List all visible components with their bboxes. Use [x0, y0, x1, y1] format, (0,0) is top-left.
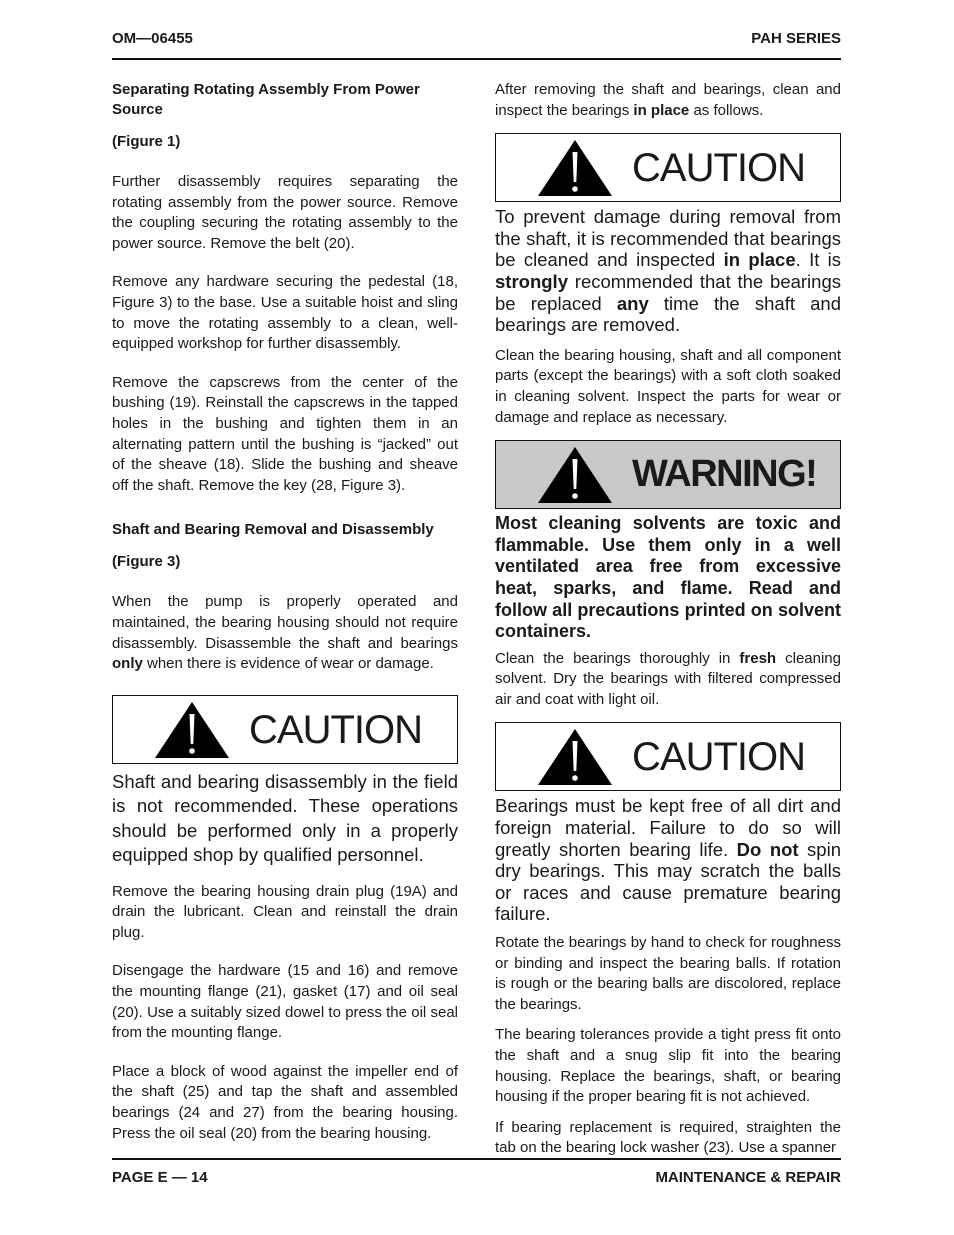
caution-box: [112, 695, 458, 764]
caution-box: [495, 133, 841, 202]
page-number: PAGE E — 14: [112, 1169, 208, 1186]
warning-triangle-icon: [153, 700, 231, 760]
caution-text: Shaft and bearing disassembly in the field is not recommended. These operations should be performed only in a properly equipped shop by qualified personnel.: [112, 770, 458, 866]
caution-label: CAUTION: [632, 735, 805, 780]
paragraph: After removing the shaft and bearings, clean and inspect the bearings in place as follows.: [495, 81, 841, 119]
series-name: PAH SERIES: [751, 30, 841, 47]
warning-triangle-icon: [536, 138, 614, 198]
paragraph: Remove the bearing housing drain plug (19A) and drain the lubricant. Clean and reinstall the drain plug.: [112, 882, 458, 941]
paragraph: Rotate the bearings by hand to check for roughness or binding and inspect the bearing balls. If rotation is rough or the bearing balls are discolored, replace the bearings.: [495, 934, 841, 1013]
warning-triangle-icon: [536, 445, 614, 505]
paragraph: If bearing replacement is required, straighten the tab on the bearing lock washer (23). Use a spanner: [495, 1118, 841, 1157]
section-name: MAINTENANCE & REPAIR: [655, 1169, 841, 1186]
warning-box: [495, 440, 841, 509]
paragraph: Place a block of wood against the impeller end of the shaft (25) and tap the shaft and assembled bearings (24 and 27) from the bearing housing. Press the oil seal (20) from the bearing housing.: [112, 1062, 458, 1142]
left-column: [112, 80, 458, 1144]
right-column: [495, 80, 841, 1159]
paragraph: Remove any hardware securing the pedestal (18, Figure 3) to the base. Use a suitable hoist and sling to move the rotating assembly to a clean, well-equipped workshop for further disassembly.: [112, 273, 458, 353]
section-heading-shaft-bearing: Shaft and Bearing Removal and Disassembly: [112, 521, 434, 539]
caution-text: Bearings must be kept free of all dirt and foreign material. Failure to do so will greatly shorten bearing life. Do not spin dry bearings. This may scratch the balls or races and cause premature bearing failure.: [495, 795, 841, 925]
paragraph: Clean the bearing housing, shaft and all component parts (except the bearings) with a soft cloth soaked in cleaning solvent. Inspect the parts for wear or damage and replace as necessary.: [495, 346, 841, 426]
warning-triangle-icon: [536, 727, 614, 787]
caution-box: [495, 722, 841, 791]
page-header: [112, 30, 841, 60]
warning-label: WARNING!: [632, 453, 817, 496]
paragraph: When the pump is properly operated and maintained, the bearing housing should not require disassembly. Disassemble the shaft and bearings only when there is evidence of wear or damage.: [112, 593, 458, 673]
figure-ref-1: (Figure 1): [112, 133, 181, 150]
paragraph: Disengage the hardware (15 and 16) and remove the mounting flange (21), gasket (17) and oil seal (20). Use a suitably sized dowel to press the oil seal from the mounting flange.: [112, 962, 458, 1042]
paragraph: Further disassembly requires separating the rotating assembly from the power source. Remove the coupling securing the rotating assembly to the power source. Remove the belt (20).: [112, 173, 458, 252]
doc-number: OM—06455: [112, 30, 193, 47]
paragraph: Remove the capscrews from the center of the bushing (19). Reinstall the capscrews in the tapped holes in the bushing and tighten them in an alternating pattern until the bushing is “jacked” out of the sheave (18). Slide the bushing and sheave off the shaft. Remove the key (28, Figure 3).: [112, 373, 458, 494]
page-footer: [112, 1158, 841, 1186]
section-heading-separating: Separating Rotating Assembly From Power Source: [112, 81, 420, 118]
warning-text: Most cleaning solvents are toxic and flammable. Use them only in a well ventilated area free from excessive heat, sparks, and flame. Read and follow all precautions printed on solvent containers.: [495, 513, 841, 642]
caution-label: CAUTION: [632, 146, 805, 191]
caution-text: To prevent damage during removal from the shaft, it is recommended that bearings be cleaned and inspected in place. It is strongly recommended that the bearings be replaced any time the shaft and bearings are removed.: [495, 206, 842, 336]
paragraph: The bearing tolerances provide a tight press fit onto the shaft and a snug slip fit into the bearing housing. Replace the bearings, shaft, or bearing housing if the proper bearing fit is not achieved.: [495, 1026, 841, 1106]
paragraph: Clean the bearings thoroughly in fresh cleaning solvent. Dry the bearings with filtered compressed air and coat with light oil.: [495, 649, 841, 708]
figure-ref-3: (Figure 3): [112, 553, 181, 571]
caution-label: CAUTION: [249, 707, 422, 752]
